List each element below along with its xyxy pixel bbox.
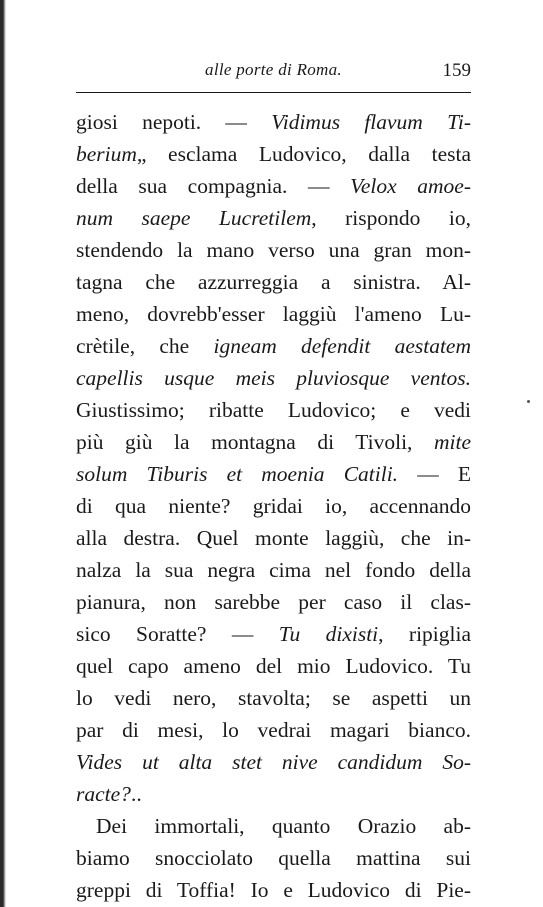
text-line bbox=[76, 234, 471, 266]
running-head bbox=[76, 58, 471, 86]
text-line bbox=[76, 170, 471, 202]
text-line bbox=[76, 842, 471, 874]
text-line bbox=[76, 298, 471, 330]
latin-quote-text: igneam defendit aestatem bbox=[213, 334, 471, 358]
text-segment: quel capo ameno del mio Ludovico. Tu bbox=[76, 654, 471, 678]
text-segment: tagna che azzurreggia a sinistra. Al- bbox=[76, 270, 471, 294]
latin-quote-text: num saepe Lucretilem bbox=[76, 206, 312, 230]
text-segment: Giustissimo; ribatte Ludovico; e vedi bbox=[76, 398, 471, 422]
latin-quote-text: capellis usque meis pluviosque ventos. bbox=[76, 366, 471, 390]
body-text bbox=[76, 106, 471, 906]
text-line bbox=[76, 778, 471, 810]
text-segment: biamo snocciolato quella mattina sui bbox=[76, 846, 471, 870]
text-segment: meno, dovrebb'esser laggiù l'ameno Lu- bbox=[76, 302, 471, 326]
text-line bbox=[76, 394, 471, 426]
text-segment: par di mesi, lo vedrai magari bianco. bbox=[76, 718, 471, 742]
text-line bbox=[76, 586, 471, 618]
running-title: alle porte di Roma. bbox=[205, 60, 342, 79]
text-segment: , rispondo io, bbox=[311, 206, 471, 230]
header-rule bbox=[76, 92, 471, 93]
text-line bbox=[76, 554, 471, 586]
text-line bbox=[76, 522, 471, 554]
text-segment: — E bbox=[398, 462, 471, 486]
text-segment: greppi di Toffia! Io e Ludovico di Pie- bbox=[76, 878, 471, 902]
text-line bbox=[76, 426, 471, 458]
text-segment: Dei immortali, quanto Orazio ab- bbox=[96, 814, 471, 838]
text-segment: lo vedi nero, stavolta; se aspetti un bbox=[76, 686, 471, 710]
text-line bbox=[76, 810, 471, 842]
text-segment: sico Soratte? — bbox=[76, 622, 279, 646]
text-line bbox=[76, 330, 471, 362]
text-segment: alla destra. Quel monte laggiù, che in- bbox=[76, 526, 471, 550]
page-number: 159 bbox=[442, 60, 471, 81]
text-line bbox=[76, 490, 471, 522]
text-segment: „ esclama Ludovico, dalla testa bbox=[136, 142, 471, 166]
latin-quote-text: racte? bbox=[76, 782, 131, 806]
text-line bbox=[76, 266, 471, 298]
text-segment: della sua compagnia. — bbox=[76, 174, 351, 198]
text-line bbox=[76, 746, 471, 778]
latin-quote-text: Velox amoe- bbox=[350, 174, 471, 198]
text-segment: giosi nepoti. — bbox=[76, 110, 272, 134]
text-line bbox=[76, 682, 471, 714]
latin-quote-text: Tu dixisti bbox=[278, 622, 379, 646]
text-segment: pianura, non sarebbe per caso il clas- bbox=[76, 590, 471, 614]
text-segment: .. bbox=[130, 782, 142, 806]
text-segment: nalza la sua negra cima nel fondo della bbox=[76, 558, 471, 582]
print-speck bbox=[527, 400, 530, 403]
text-line bbox=[76, 650, 471, 682]
latin-quote-text: berium bbox=[76, 142, 137, 166]
text-line bbox=[76, 106, 471, 138]
text-segment: più giù la montagna di Tivoli, bbox=[76, 430, 434, 454]
text-segment: , ripiglia bbox=[378, 622, 471, 646]
latin-quote-text: Vidimus flavum Ti- bbox=[271, 110, 471, 134]
text-segment: crètile, che bbox=[76, 334, 214, 358]
text-line bbox=[76, 202, 471, 234]
text-line bbox=[76, 618, 471, 650]
binding-edge bbox=[0, 0, 6, 907]
latin-quote-text: Vides ut alta stet nive candidum So- bbox=[76, 750, 471, 774]
text-segment: di qua niente? gridai io, accennando bbox=[76, 494, 471, 518]
latin-quote-text: mite bbox=[433, 430, 471, 454]
text-line bbox=[76, 138, 471, 170]
latin-quote-text: solum Tiburis et moenia Catili. bbox=[76, 462, 399, 486]
text-segment: stendendo la mano verso una gran mon- bbox=[76, 238, 471, 262]
text-line bbox=[76, 874, 471, 906]
text-line bbox=[76, 362, 471, 394]
text-line bbox=[76, 714, 471, 746]
text-line bbox=[76, 458, 471, 490]
